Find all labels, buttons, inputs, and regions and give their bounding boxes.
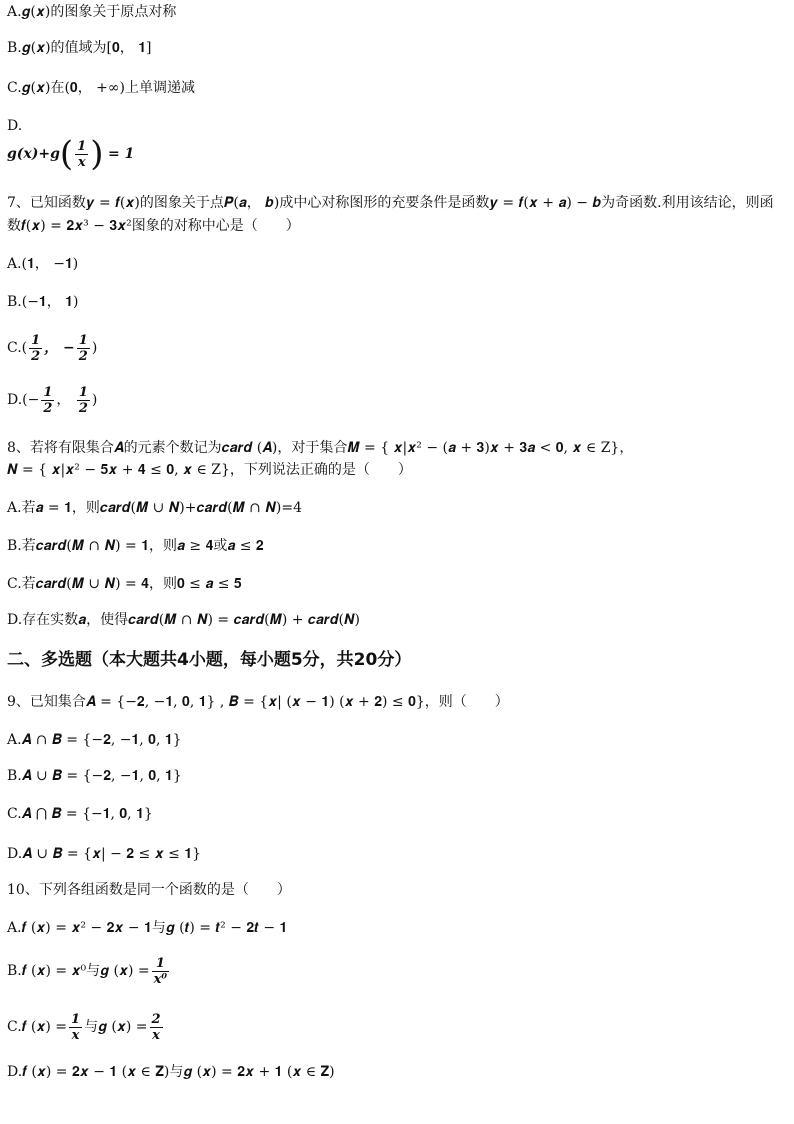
section-heading: 二、多选题（本大题共4小题，每小题5分，共20分） bbox=[7, 650, 412, 670]
formula-right: = 1 bbox=[107, 146, 135, 162]
option-10b: B.𝒇 (𝒙) = 𝒙⁰与𝒈 (𝒙) = $\frac{1}{\text{x⁰}}$ bbox=[7, 955, 168, 987]
option-6b: B.𝒈(𝒙)的值域为[𝟎， 𝟏] bbox=[7, 40, 152, 56]
option-8c: C.若𝒄𝒂𝒓𝒅(𝑴 ∪ 𝑵) = 𝟒，则𝟎 ≤ 𝒂 ≤ 𝟓 bbox=[7, 576, 242, 592]
question-8-line1: 8、若将有限集合𝑨的元素个数记为𝒄𝒂𝒓𝒅 (𝑨)，对于集合𝑴 = { 𝒙|𝒙² − (𝒂 + 𝟑)𝒙 + 𝟑𝒂 < 𝟎, 𝒙 ∈ Z}， bbox=[7, 440, 634, 456]
option-10c: C.𝒇 (𝒙) = $\frac{1}{x}$ 与𝒈 (𝒙) = $\frac{2}{x}$ bbox=[7, 1011, 161, 1043]
option-9b: B.𝑨 ∪ 𝑩 = {−𝟐, −𝟏, 𝟎, 𝟏} bbox=[7, 768, 182, 784]
option-7c: C.( $\frac{1}{2}$ ， − $\frac{1}{2}$ ) bbox=[7, 332, 98, 364]
question-9: 9、已知集合𝑨 = {−𝟐, −𝟏, 𝟎, 𝟏} , 𝑩 = {𝒙| (𝒙 − 𝟏) (𝒙 + 𝟐) ≤ 𝟎}，则（ ） bbox=[7, 694, 509, 710]
option-7b: B.(−𝟏， 𝟏) bbox=[7, 294, 79, 310]
question-8-line2: 𝑵 = { 𝒙|𝒙² − 𝟓𝒙 + 𝟒 ≤ 𝟎, 𝒙 ∈ Z}，下列说法正确的是（ ） bbox=[7, 462, 412, 478]
option-7a: A.(𝟏， −𝟏) bbox=[7, 256, 79, 272]
option-10d: D.𝒇 (𝒙) = 𝟐𝒙 − 𝟏 (𝒙 ∈ 𝐙)与𝒈 (𝒙) = 𝟐𝒙 + 𝟏 (𝒙 ∈ 𝐙) bbox=[7, 1064, 335, 1080]
option-8a: A.若𝒂 = 𝟏，则𝒄𝒂𝒓𝒅(𝑴 ∪ 𝑵)+𝒄𝒂𝒓𝒅(𝑴 ∩ 𝑵)=4 bbox=[7, 500, 303, 516]
question-10: 10、下列各组函数是同一个函数的是（ ） bbox=[7, 882, 291, 898]
option-6a: A.𝒈(𝒙)的图象关于原点对称 bbox=[7, 4, 177, 20]
option-10a: A.𝒇 (𝒙) = 𝒙² − 𝟐𝒙 − 𝟏与𝒈 (𝒕) = 𝒕² − 𝟐𝒕 − 𝟏 bbox=[7, 920, 288, 936]
option-6c: C.𝒈(𝒙)在(𝟎， +∞)上单调递减 bbox=[7, 80, 196, 96]
option-6d-label: D. bbox=[7, 118, 23, 134]
option-8b: B.若𝒄𝒂𝒓𝒅(𝑴 ∩ 𝑵) = 𝟏，则𝒂 ≥ 𝟒或𝒂 ≤ 𝟐 bbox=[7, 538, 264, 554]
formula-left: g(x)+g bbox=[7, 146, 60, 162]
option-9d: D.𝑨 ∪ 𝑩 = {𝒙| − 𝟐 ≤ 𝒙 ≤ 𝟏} bbox=[7, 846, 202, 862]
option-8d: D.存在实数𝒂，使得𝒄𝒂𝒓𝒅(𝑴 ∩ 𝑵) = 𝒄𝒂𝒓𝒅(𝑴) + 𝒄𝒂𝒓𝒅(𝑵) bbox=[7, 612, 360, 628]
fraction: $\frac{1}{x}$ bbox=[77, 138, 87, 170]
option-9c: C.𝑨 ⋂ 𝑩 = {−𝟏, 𝟎, 𝟏} bbox=[7, 806, 153, 822]
question-7: 7、已知函数𝒚 = 𝒇(𝒙)的图象关于点𝑷(𝒂， 𝒃)成中心对称图形的充要条件是函数𝒚 = 𝒇(𝒙 + 𝒂) − 𝒃为奇函数.利用该结论，则函数𝒇(𝒙) = 𝟐𝒙³ − 𝟑𝒙²图象的对称中心是（ ） bbox=[7, 195, 774, 234]
option-6d-formula: g(x)+g( $\frac{1}{x}$ ) = 1 bbox=[7, 134, 135, 174]
option-9a: A.𝑨 ∩ 𝑩 = {−𝟐, −𝟏, 𝟎, 𝟏} bbox=[7, 732, 182, 748]
option-7d: D.(− $\frac{1}{2}$ ， $\frac{1}{2}$ ) bbox=[7, 384, 98, 416]
